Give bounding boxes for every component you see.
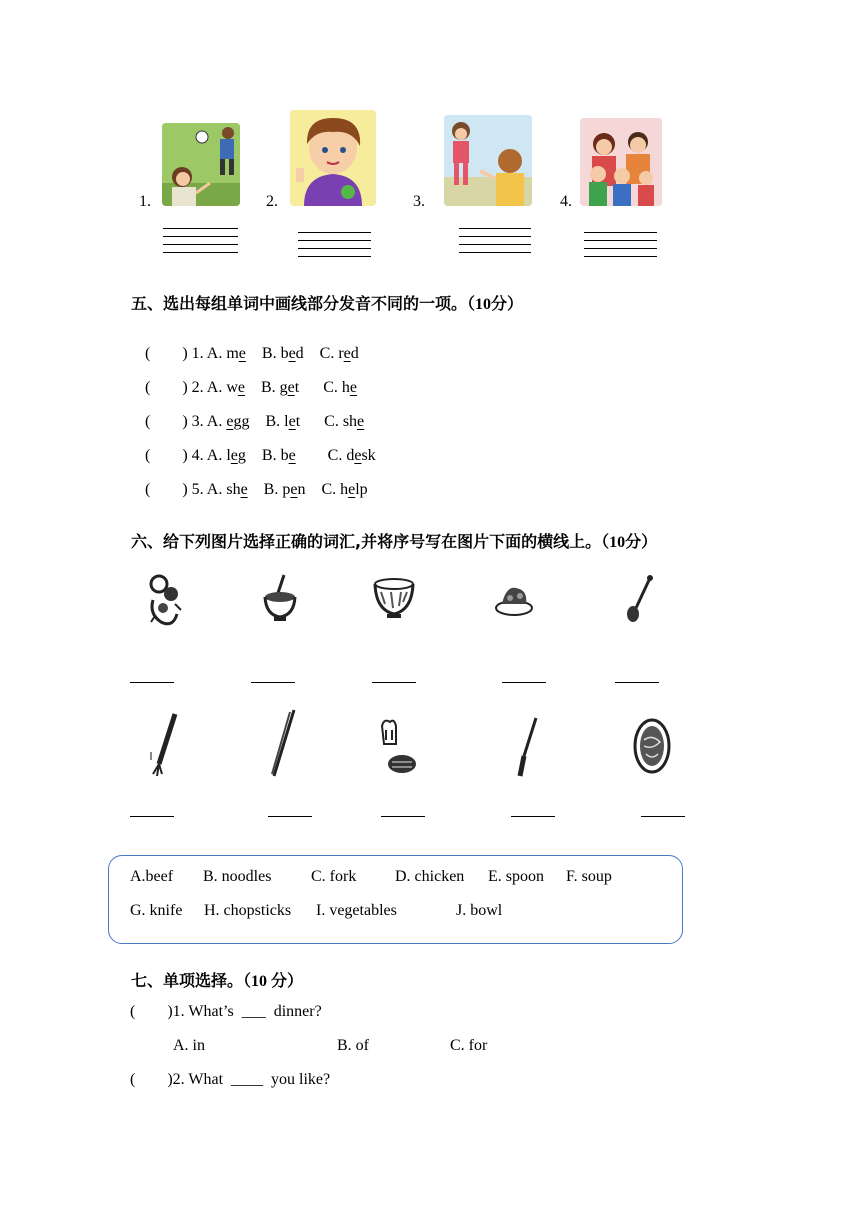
question-text: you like?: [271, 1071, 331, 1088]
section5-question-1: [137, 327, 359, 363]
question-text: dinner?: [273, 1003, 322, 1020]
picture-number-3: 3.: [413, 193, 425, 210]
answer-blank[interactable]: [511, 816, 555, 817]
word-option-f: F. soup: [566, 868, 612, 885]
answer-lines-1[interactable]: [163, 228, 238, 260]
section7-points: （10 分）: [243, 973, 304, 990]
option-c: C. red: [319, 345, 359, 362]
vegetables-icon: [145, 570, 185, 635]
option-c: C. help: [321, 481, 368, 498]
word-option-d: D. chicken: [395, 868, 465, 885]
section6-heading-text: 六、给下列图片选择正确的词汇,并将序号写在图片下面的横线上。: [131, 532, 602, 551]
q1-option-c[interactable]: C. for: [450, 1037, 488, 1054]
bowl-icon: [373, 578, 415, 627]
answer-paren[interactable]: ( ): [145, 345, 188, 362]
section6-points: （10分）: [601, 534, 658, 551]
option-c: C. she: [324, 413, 365, 430]
option-a: A. she: [206, 481, 248, 498]
answer-paren[interactable]: ( ): [130, 1071, 173, 1088]
section5-heading: [131, 291, 523, 314]
answer-lines-4[interactable]: [584, 232, 657, 264]
question-number: 5.: [191, 481, 204, 498]
picture-number-1: 1.: [139, 193, 151, 210]
option-b: B. be: [261, 447, 296, 464]
chicken-icon: [494, 582, 534, 623]
option-a: A. egg: [206, 413, 250, 430]
word-option-i: I. vegetables: [316, 902, 397, 919]
spoon-icon: [622, 574, 656, 629]
option-c: C. he: [323, 379, 358, 396]
section7-heading-text: 七、单项选择。: [131, 971, 244, 990]
picture-kids-playing-football: [162, 123, 240, 206]
option-b: B. bed: [261, 345, 304, 362]
word-option-j: J. bowl: [456, 902, 503, 919]
answer-blank[interactable]: [268, 816, 312, 817]
option-a: A. leg: [206, 447, 246, 464]
chopsticks-icon: [268, 708, 298, 785]
answer-blank[interactable]: [130, 682, 174, 683]
option-a: A. me: [206, 345, 246, 362]
option-b: B. pen: [263, 481, 306, 498]
word-option-a: A.beef: [130, 868, 174, 885]
beef-icon: [378, 716, 420, 783]
answer-blank[interactable]: [381, 816, 425, 817]
answer-paren[interactable]: ( ): [130, 1003, 173, 1020]
answer-blank[interactable]: [372, 682, 416, 683]
picture-family: [580, 118, 662, 206]
picture-number-4: 4.: [560, 193, 572, 210]
question-text: 1. What’s: [172, 1003, 234, 1020]
fork-icon: [145, 710, 179, 781]
fill-blank[interactable]: ____: [231, 1071, 264, 1088]
answer-paren[interactable]: ( ): [145, 481, 188, 498]
section5-question-5: [137, 463, 368, 499]
answer-lines-3[interactable]: [459, 228, 531, 260]
answer-lines-2[interactable]: [298, 232, 371, 264]
knife-icon: [516, 716, 540, 785]
question-number: 1.: [191, 345, 204, 362]
picture-girls-greeting: [444, 115, 532, 206]
section7-question-1: [130, 1003, 322, 1021]
question-number: 3.: [191, 413, 204, 430]
noodles-icon: [632, 716, 672, 781]
answer-blank[interactable]: [130, 816, 174, 817]
option-c: C. desk: [327, 447, 376, 464]
answer-paren[interactable]: ( ): [145, 379, 188, 396]
q1-option-b[interactable]: B. of: [337, 1037, 369, 1054]
word-option-h: H. chopsticks: [204, 902, 292, 919]
answer-paren[interactable]: ( ): [145, 413, 188, 430]
answer-blank[interactable]: [251, 682, 295, 683]
answer-paren[interactable]: ( ): [145, 447, 188, 464]
section5-question-4: [137, 429, 376, 465]
section5-points: （10分）: [467, 296, 524, 313]
question-text: 2. What: [172, 1071, 224, 1088]
question-number: 4.: [191, 447, 204, 464]
question-number: 2.: [191, 379, 204, 396]
section7-heading: [131, 968, 303, 991]
answer-blank[interactable]: [615, 682, 659, 683]
soup-icon: [262, 573, 298, 630]
word-option-e: E. spoon: [488, 868, 544, 885]
picture-number-2: 2.: [266, 193, 278, 210]
section5-question-3: [137, 395, 364, 431]
answer-blank[interactable]: [502, 682, 546, 683]
word-option-b: B. noodles: [203, 868, 272, 885]
option-a: A. we: [206, 379, 245, 396]
picture-boy-pointing: [290, 110, 376, 206]
answer-blank[interactable]: [641, 816, 685, 817]
section5-question-2: [137, 361, 357, 397]
word-option-g: G. knife: [130, 902, 183, 919]
section6-heading: [131, 529, 657, 552]
q1-option-a[interactable]: A. in: [173, 1037, 205, 1054]
word-option-c: C. fork: [311, 868, 357, 885]
fill-blank[interactable]: ___: [241, 1003, 266, 1020]
option-b: B. get: [261, 379, 300, 396]
section7-question-2: [130, 1071, 330, 1089]
option-b: B. let: [265, 413, 301, 430]
section5-heading-text: 五、选出每组单词中画线部分发音不同的一项。: [131, 294, 468, 313]
